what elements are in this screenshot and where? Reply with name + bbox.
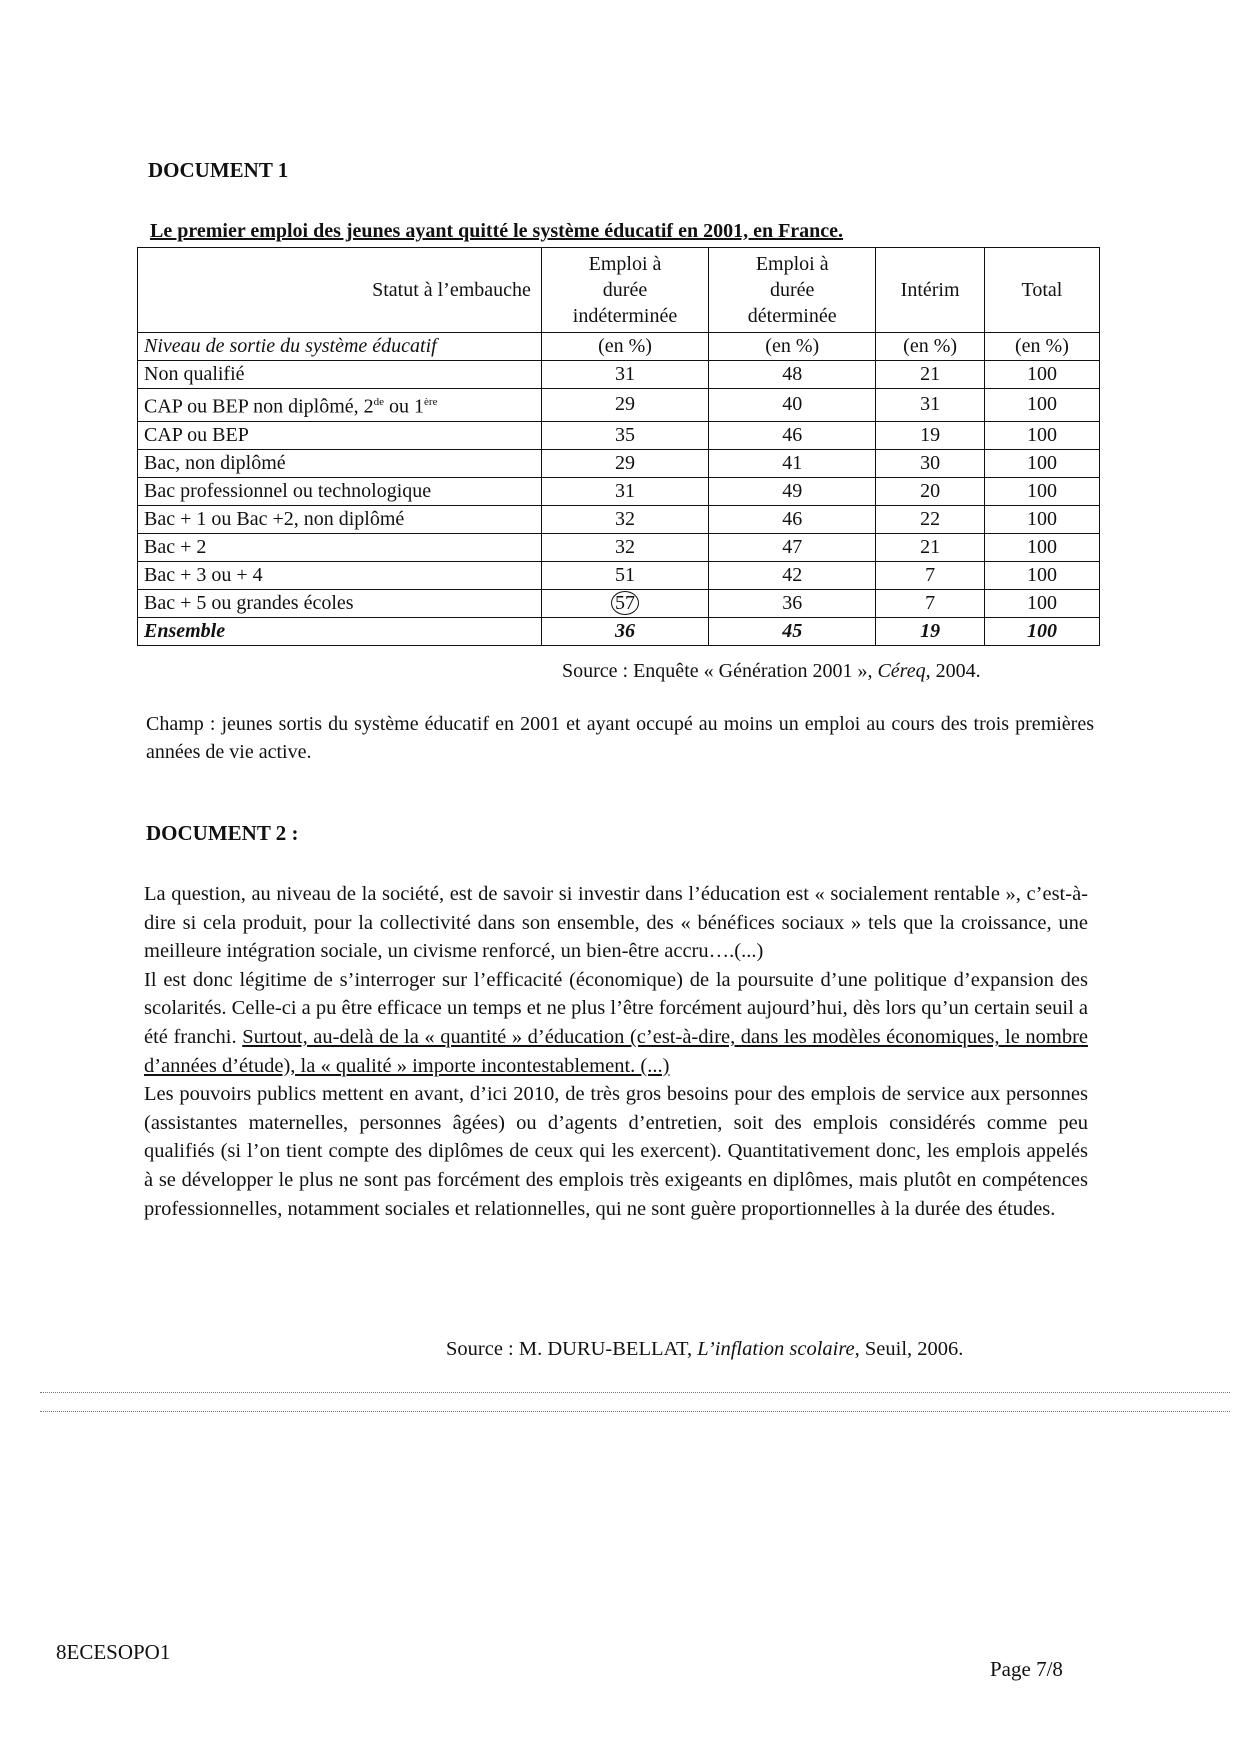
table-row xyxy=(138,389,1100,422)
cell-cdi: 51 xyxy=(541,561,708,589)
header-interim: Intérim xyxy=(876,248,985,333)
doc2-source-italic: L’inflation scolaire xyxy=(697,1338,855,1360)
cell-total: 100 xyxy=(984,533,1099,561)
dotted-divider-2 xyxy=(40,1411,1230,1412)
document-1-title: DOCUMENT 1 xyxy=(148,158,289,182)
cell-interim: 7 xyxy=(876,561,985,589)
cell-total: 100 xyxy=(984,361,1099,389)
cell-total: 100 xyxy=(984,449,1099,477)
row-label-sup-1: de xyxy=(373,396,385,408)
row-label: Bac professionnel ou technologique xyxy=(138,477,542,505)
cell-cdi: 31 xyxy=(541,361,708,389)
cell-cdd: 49 xyxy=(709,477,876,505)
row-label: CAP ou BEP xyxy=(138,421,542,449)
table-total-row xyxy=(138,617,1100,645)
first-job-table xyxy=(137,247,1100,646)
table-unit-row xyxy=(138,333,1100,361)
table-row xyxy=(138,477,1100,505)
header-cdi-line-1: Emploi à xyxy=(588,253,662,275)
cell-cdd: 48 xyxy=(709,361,876,389)
cell-total: 100 xyxy=(984,477,1099,505)
page-number: Page 7/8 xyxy=(990,1657,1063,1681)
row-label: Bac + 3 ou + 4 xyxy=(138,561,542,589)
cell-interim: 19 xyxy=(876,421,985,449)
unit-cdi: (en %) xyxy=(541,333,708,361)
table-row xyxy=(138,449,1100,477)
cell-cdi: 32 xyxy=(541,505,708,533)
row-label xyxy=(138,389,542,422)
table-source-italic: Céreq xyxy=(877,660,926,682)
row-label-main: CAP ou BEP non diplômé, 2 xyxy=(144,395,374,418)
cell-interim: 31 xyxy=(876,389,985,422)
cell-interim: 20 xyxy=(876,477,985,505)
table-row xyxy=(138,589,1100,617)
table-source xyxy=(562,660,981,683)
cell-interim: 7 xyxy=(876,589,985,617)
cell-total: 100 xyxy=(984,561,1099,589)
row-label-sup-2: ère xyxy=(424,396,438,408)
cell-interim: 21 xyxy=(876,361,985,389)
cell-cdi: 32 xyxy=(541,533,708,561)
unit-total: (en %) xyxy=(984,333,1099,361)
cell-cdd: 42 xyxy=(709,561,876,589)
unit-row-label: Niveau de sortie du système éducatif xyxy=(138,333,542,361)
doc2-paragraph-3: Les pouvoirs publics mettent en avant, d’ici 2010, de très gros besoins pour des emplois de service aux personnes (assistantes maternelles, personnes âgées) ou d’agents d’entretien, soit des emplois considérés comme peu qualifiés (si l’on tient compte des diplômes de ceux qui les exercent). Quantitativement donc, les emplois appelés à se développer le plus ne sont pas forcément des emplois très exigeants en diplômes, mais plutôt en compétences professionnelles, notamment sociales et relationnelles, qui ne sont guère proportionnelles à la durée des études. xyxy=(144,1083,1088,1220)
cell-cdd: 47 xyxy=(709,533,876,561)
cell-cdd: 46 xyxy=(709,505,876,533)
dotted-divider-1 xyxy=(40,1392,1230,1393)
header-cdd-line-2: durée xyxy=(770,279,815,301)
document-2-title: DOCUMENT 2 : xyxy=(146,821,299,845)
cell-cdd: 36 xyxy=(709,589,876,617)
header-cdi-line-2: durée xyxy=(602,279,648,301)
table-row xyxy=(138,361,1100,389)
header-total: Total xyxy=(984,248,1099,333)
table-row xyxy=(138,561,1100,589)
table-row xyxy=(138,533,1100,561)
table-header-row xyxy=(138,248,1100,333)
document-2-body xyxy=(144,880,1088,1223)
header-statut: Statut à l’embauche xyxy=(138,248,542,333)
cell-cdd: 41 xyxy=(709,449,876,477)
document-2-source xyxy=(446,1338,963,1361)
cell-cdi xyxy=(541,589,708,617)
cell-cdi: 29 xyxy=(541,449,708,477)
cell-interim: 22 xyxy=(876,505,985,533)
cell-cdi: 31 xyxy=(541,477,708,505)
table-row xyxy=(138,421,1100,449)
header-cdd xyxy=(709,248,876,333)
header-cdd-line-1: Emploi à xyxy=(755,253,829,275)
cell-cdi: 35 xyxy=(541,421,708,449)
unit-interim: (en %) xyxy=(876,333,985,361)
total-total: 100 xyxy=(984,617,1099,645)
total-cdi: 36 xyxy=(541,617,708,645)
header-cdi xyxy=(541,248,708,333)
cell-total: 100 xyxy=(984,389,1099,422)
row-label: Bac + 5 ou grandes écoles xyxy=(138,589,542,617)
circled-value: 57 xyxy=(611,591,639,615)
cell-interim: 30 xyxy=(876,449,985,477)
cell-cdi: 29 xyxy=(541,389,708,422)
table-source-suffix: , 2004. xyxy=(925,660,981,682)
unit-cdd: (en %) xyxy=(709,333,876,361)
header-cdd-line-3: déterminée xyxy=(747,305,837,327)
doc2-underlined-text: Surtout, au-delà de la « quantité » d’éducation (c’est-à-dire, dans les modèles économiques, le nombre d’années d’étude), la « qualité » importe incontestablement. (...) xyxy=(144,1025,1088,1077)
row-label: Bac + 1 ou Bac +2, non diplômé xyxy=(138,505,542,533)
row-label: Non qualifié xyxy=(138,361,542,389)
table-row xyxy=(138,505,1100,533)
table-caption: Le premier emploi des jeunes ayant quitté le système éducatif en 2001, en France. xyxy=(150,220,844,242)
total-label: Ensemble xyxy=(138,617,542,645)
cell-total: 100 xyxy=(984,421,1099,449)
total-cdd: 45 xyxy=(709,617,876,645)
row-label: Bac + 2 xyxy=(138,533,542,561)
exam-code: 8ECESOPO1 xyxy=(56,1640,171,1664)
header-cdi-line-3: indéterminée xyxy=(572,305,678,327)
cell-cdd: 40 xyxy=(709,389,876,422)
row-label-mid: ou 1 xyxy=(384,395,425,418)
cell-total: 100 xyxy=(984,589,1099,617)
champ-note: Champ : jeunes sortis du système éducatif en 2001 et ayant occupé au moins un emploi au cours des trois premières années de vie active. xyxy=(146,713,1094,763)
cell-cdd: 46 xyxy=(709,421,876,449)
table-source-prefix: Source : Enquête « Génération 2001 », xyxy=(562,660,878,682)
doc2-paragraph-1: La question, au niveau de la société, est de savoir si investir dans l’éducation est « socialement rentable », c’est-à-dire si cela produit, pour la collectivité dans son ensemble, des « bénéfices sociaux » tels que la croissance, une meilleure intégration sociale, un civisme renforcé, un bien-être accru….(...) xyxy=(144,883,1088,963)
doc2-source-prefix: Source : M. DURU-BELLAT, xyxy=(446,1338,698,1360)
cell-interim: 21 xyxy=(876,533,985,561)
row-label: Bac, non diplômé xyxy=(138,449,542,477)
doc2-paragraph-2 xyxy=(144,966,1088,1080)
doc2-source-suffix: , Seuil, 2006. xyxy=(854,1338,964,1360)
total-interim: 19 xyxy=(876,617,985,645)
doc2-paragraph-2-text: Il est donc légitime de s’interroger sur l’efficacité (économique) de la poursuite d’une politique d’expansion des scolarités. Celle-ci a pu être efficace un temps et ne plus l’être forcément aujourd’hui, dès lors qu’un certain seuil a été franchi. xyxy=(144,968,1088,1048)
cell-total: 100 xyxy=(984,505,1099,533)
